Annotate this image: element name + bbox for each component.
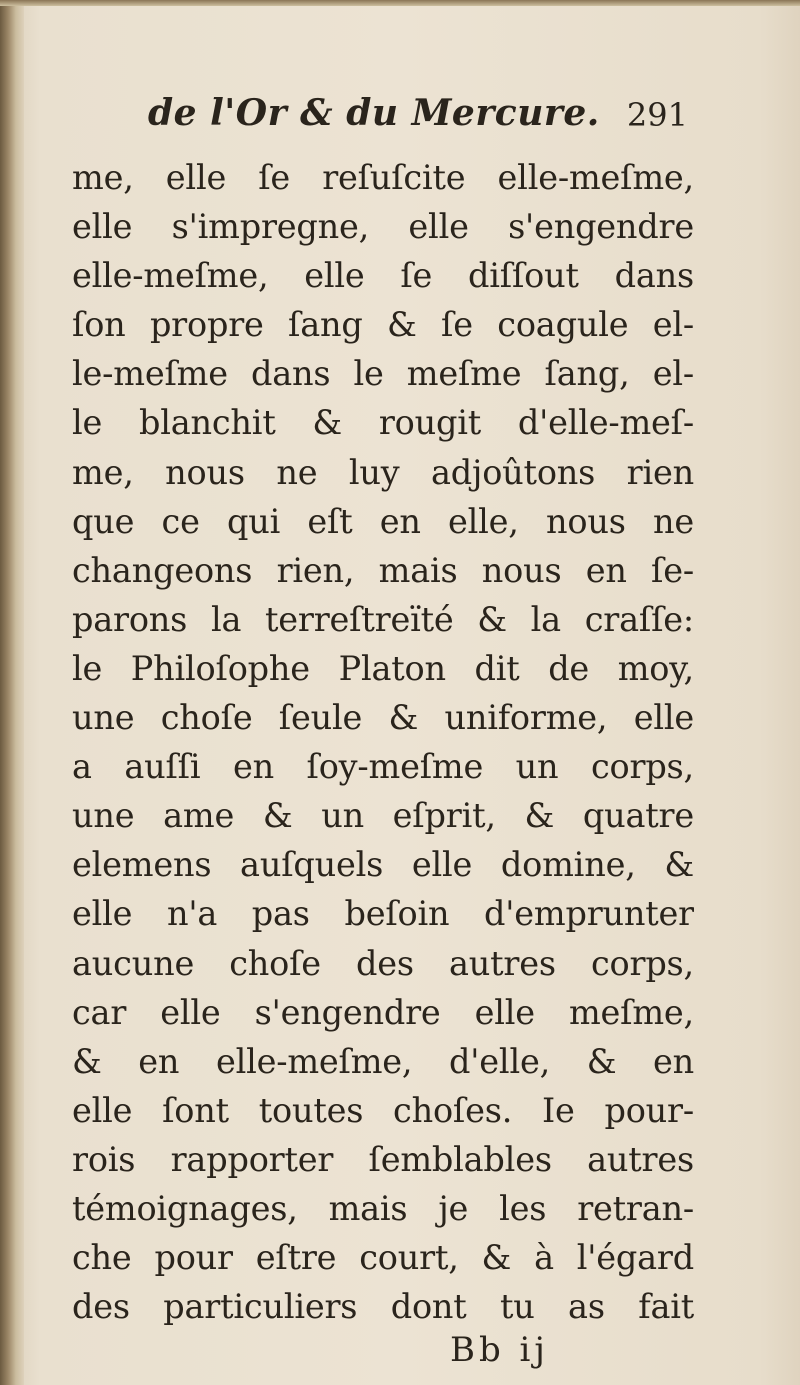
signature-mark: Bb ij <box>450 1330 549 1370</box>
text-line: elle n'a pas beſoin d'emprunter <box>72 894 694 934</box>
text-line: ſon propre ſang & ſe coagule el- <box>72 305 694 345</box>
text-line: & en elle-meſme, d'elle, & en <box>72 1041 694 1081</box>
text-line: elemens auſquels elle domine, & <box>72 845 694 885</box>
text-line: me, elle ſe reſuſcite elle-meſme, <box>72 158 694 197</box>
text-line: elle s'impregne, elle s'engendre <box>72 207 694 247</box>
body-text <box>72 153 694 1331</box>
text-line: aucune choſe des autres corps, <box>72 943 694 983</box>
text-line: che pour eſtre court, & à l'égard <box>72 1238 694 1278</box>
text-line: me, nous ne luy adjoûtons rien <box>72 452 694 492</box>
text-line: une choſe ſeule & uniforme, elle <box>72 698 694 738</box>
text-line: rois rapporter ſemblables autres <box>72 1139 694 1179</box>
binding-gutter <box>0 0 24 1385</box>
text-line: témoignages, mais je les retran- <box>72 1188 694 1228</box>
text-line: une ame & un eſprit, & quatre <box>72 796 694 836</box>
text-line: elle ſont toutes choſes. Ie pour- <box>72 1090 694 1130</box>
page-header <box>148 92 688 152</box>
text-line: car elle s'engendre elle meſme, <box>72 992 694 1032</box>
text-line: le blanchit & rougit d'elle-meſ- <box>72 403 694 443</box>
text-line: le Philoſophe Platon dit de moy, <box>72 648 694 688</box>
page-top-edge <box>0 0 800 6</box>
text-line: des particuliers dont tu as fait <box>72 1287 694 1327</box>
running-title: de l'Or & du Mercure. <box>148 92 600 134</box>
text-line: que ce qui eſt en elle, nous ne <box>72 501 694 541</box>
text-line: parons la terreſtreïté & la craſſe: <box>72 599 694 639</box>
text-line: changeons rien, mais nous en ſe- <box>72 550 694 590</box>
text-line: a auſſi en ſoy-meſme un corps, <box>72 747 694 787</box>
text-line: elle-meſme, elle ſe diſſout dans <box>72 256 694 296</box>
text-line: le-meſme dans le meſme ſang, el- <box>72 354 694 394</box>
page-number: 291 <box>626 96 688 134</box>
